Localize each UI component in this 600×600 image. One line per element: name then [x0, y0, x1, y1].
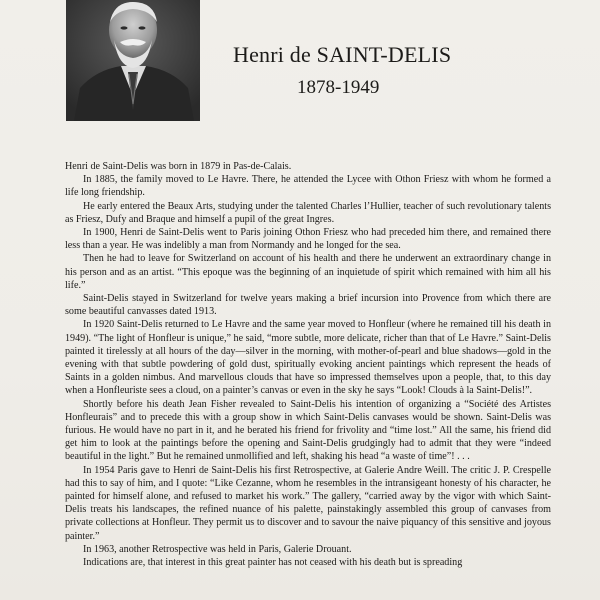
paragraph: He early entered the Beaux Arts, studying under the talented Charles l’Hullier, teacher of such revolutionary talents as Friesz, Dufy and Braque and himself a pupil of the great Ingres.	[65, 200, 551, 225]
paragraph: Then he had to leave for Switzerland on account of his health and there he underwent an extraordinary change in his person and as an artist. “This epoque was the beginning of an inquietude of spirit which remained with him all his life.”	[65, 253, 551, 291]
paragraph: In 1954 Paris gave to Henri de Saint-Delis his first Retrospective, at Galerie Andre Weill. The critic J. P. Crespelle had this to say of him, and I quote: “Like Cezanne, whom he resembles in the intransigeant honesty of his character, he painted for himself alone, and refused to market his work.” The gallery, “carried away by the vigor with which Saint-Delis treats his landscapes, the refined nuance of his palette, painstakingly assembled this group of canvases from private collections at Honfleur. They permit us to discover and to savour the naive piquancy of this sensitive and joyous painter.”	[65, 464, 551, 542]
portrait-photo	[66, 0, 200, 121]
paragraph: In 1900, Henri de Saint-Delis went to Paris joining Othon Friesz who had preceded him there, and remained there less than a year. He was indelibly a man from Normandy and he longed for the sea.	[65, 227, 551, 252]
paragraph: Henri de Saint-Delis was born in 1879 in Pas-de-Calais.	[65, 161, 292, 172]
paragraph: Indications are, that interest in this great painter has not ceased with his death but is spreading	[83, 557, 463, 569]
artist-dates: 1878-1949	[297, 77, 380, 98]
biography-text	[65, 160, 551, 569]
paragraph: In 1885, the family moved to Le Havre. There, he attended the Lycee with Othon Friesz with whom he formed a life long friendship.	[65, 174, 551, 199]
paragraph: In 1920 Saint-Delis returned to Le Havre and the same year moved to Honfleur (where he remained till his death in 1949). “The light of Honfleur is unique,” he said, “more subtle, more delicate, richer than that of Le Havre.” Saint-Delis painted it tirelessly at all hours of the day—silver in the morning, with mother-of-pearl and blue shadows—gold in the evening with that subtle powdering of gold dust, spiritually evoking ancient paintings which represent the heads of Saints in a golden nimbus. And marvellous clouds that have so impressed themselves upon a people, that, to this day when a Honfleuriste sees a cloud, on a painter’s canvas or even in the sky he says “Look! Clouds à la Saint-Delis!”.	[65, 319, 551, 397]
paragraph: Shortly before his death Jean Fisher revealed to Saint-Delis his intention of organizing a “Société des Artistes Honfleurais” and to precede this with a group show in which Saint-Delis canvases would be shown. Saint-Delis was furious. He would have no part in it, and he berated his friend for frivolity and “time lost.” All the same, his friend did get him to look at the paintings before the opening and Saint-Delis grudgingly had to admit that they were “indeed beautiful in the light.” But he remained unmollified and left, shaking his head “a waste of time”! . . .	[65, 398, 551, 463]
artist-name: Henri de SAINT-DELIS	[233, 42, 452, 67]
paragraph: Saint-Delis stayed in Switzerland for twelve years making a brief incursion into Provence from which there are some beautiful canvasses dated 1913.	[65, 293, 551, 318]
paragraph: In 1963, another Retrospective was held in Paris, Galerie Drouant.	[83, 543, 352, 555]
